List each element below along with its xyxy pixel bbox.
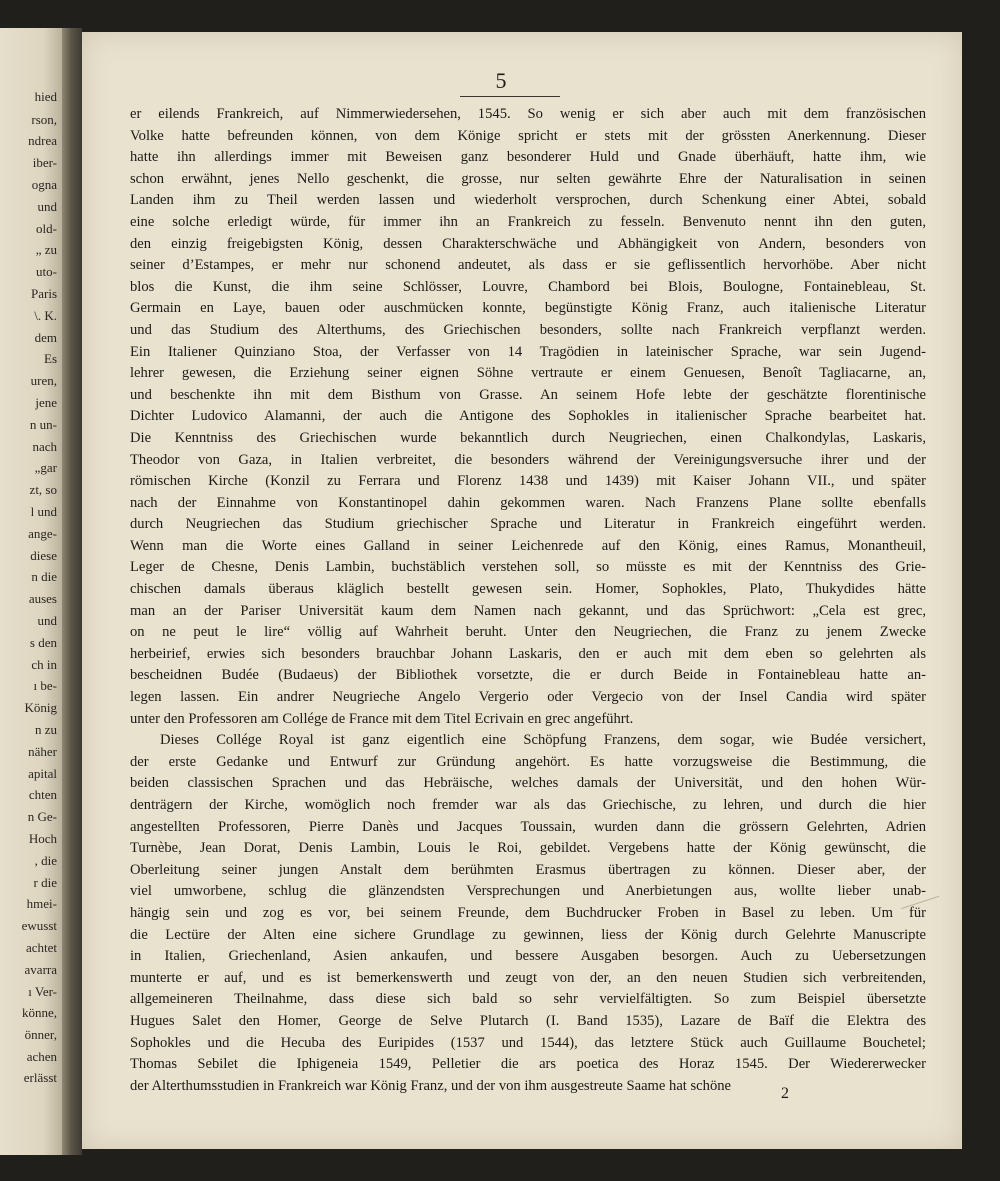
left-page-fragment: chten bbox=[28, 787, 57, 802]
left-page-fragment: Hoch bbox=[28, 831, 57, 846]
text-line: Oberleitung seiner jungen Anstalt dem berühmten Erasmus übertragen zu können. Dieser aber, der bbox=[130, 861, 926, 878]
left-page-fragment: Paris bbox=[31, 286, 57, 301]
text-line: den einzig freigebigsten König, dessen Charakterschwäche und Abhängigkeit von Andern, besonders von bbox=[130, 235, 926, 252]
text-line: chischen damals überaus kläglich bestellt gewesen sein. Homer, Sophokles, Plato, Thukydides hätte bbox=[130, 581, 926, 598]
left-page-fragment: näher bbox=[28, 744, 57, 759]
left-page-fragment: n zu bbox=[34, 722, 57, 737]
left-page-fragment: iber- bbox=[32, 155, 57, 170]
left-page-fragment: ewusst bbox=[21, 918, 57, 933]
text-line: angestellten Professoren, Pierre Danès und Jacques Toussain, wurden dann die grössern Gelehrten, Adrien bbox=[130, 818, 926, 835]
text-line: beiden classischen Sprachen und das Hebräische, welches damals der Universität, und den hohen Wür- bbox=[130, 775, 926, 792]
text-line: legen lassen. Ein andrer Neugrieche Angelo Vergerio oder Vergecio von der Insel Candia wird später bbox=[130, 689, 926, 706]
left-page-fragment: zt, so bbox=[29, 482, 57, 497]
text-line: schon erwähnt, jenes Nello geschenkt, die grosse, nur selten gewährte Ehre der Naturalisation in seinen bbox=[130, 170, 926, 187]
text-line: viel umworbene, schlug die glänzendsten Versprechungen und Anerbietungen aus, wollte lieber unab- bbox=[130, 883, 926, 900]
text-line: er eilends Frankreich, auf Nimmerwiedersehen, 1545. So wenig er sich aber auch mit dem französischen bbox=[130, 106, 926, 122]
left-page-fragment: r die bbox=[33, 875, 57, 890]
left-page-fragment: hied bbox=[34, 89, 57, 104]
left-page-fragment: s den bbox=[29, 635, 57, 650]
left-page-fragment: achtet bbox=[25, 940, 57, 955]
text-line: eine solche erledigt würde, für immer ihn an Frankreich zu fesseln. Benvenuto nennt ihn den guten, bbox=[130, 213, 926, 230]
text-line: durch Neugriechen das Studium griechischer Sprache und Literatur in Frankreich eingeführt werden. bbox=[130, 516, 926, 533]
text-line: der Alterthumsstudien in Frankreich war König Franz, und der von ihm ausgestreute Saame hat schöne bbox=[130, 1077, 732, 1094]
text-line: Turnèbe, Jean Dorat, Denis Lambin, Louis le Roi, gebildet. Vergebens hatte der König gewünscht, die bbox=[130, 840, 926, 857]
left-page-fragment: „ zu bbox=[35, 242, 57, 257]
book-gutter bbox=[62, 28, 82, 1155]
text-line: Hugues Salet den Homer, George de Selve Plutarch (I. Band 1535), Lazare de Baïf die Elektra des bbox=[130, 1012, 926, 1029]
text-line: Theodor von Gaza, in Italien verbreitet, die besonders während der Vereinigungsversuche ihrer und der bbox=[130, 451, 926, 468]
left-page-fragment: n un- bbox=[29, 417, 57, 432]
text-line: Sophokles und die Hecuba des Euripides (1537 und 1544), das letztere Stück auch Guillaume Bouchetel; bbox=[130, 1034, 926, 1051]
text-line: Dieses Collége Royal ist ganz eigentlich eine Schöpfung Franzens, dem sogar, wie Budée versichert, bbox=[160, 732, 926, 749]
left-page-fragment: nach bbox=[32, 439, 57, 454]
text-line: munterte er auf, und es ist bemerkenswerth und zeugt von der, an den neuen Studien sich verbreitenden, bbox=[130, 969, 926, 986]
text-line: in Italien, Griechenland, Asien ankaufen, und bessere Ausgaben besorgen. Auch zu Uebersetzungen bbox=[130, 948, 926, 965]
left-page-fragment: Es bbox=[44, 351, 57, 366]
left-page-fragment: old- bbox=[36, 221, 57, 236]
left-page-fragment: ndrea bbox=[28, 133, 57, 148]
left-page-fragment: „gar bbox=[34, 460, 57, 475]
text-line: hängig sein und zog es vor, bei seinem Freunde, dem Buchdrucker Froben in Basel zu leben. Um für bbox=[130, 904, 926, 921]
book-page bbox=[82, 32, 962, 1149]
text-line: Germain en Laye, bauen oder auschmücken konnte, begünstigte König Franz, auch italienische Literatur bbox=[130, 300, 926, 317]
left-page-fragment: ch in bbox=[31, 657, 57, 672]
text-line: lehrer gewesen, die Erziehung seiner eignen Söhne vertraute er einem Genuesen, Benoît Tagliacarne, an, bbox=[130, 365, 926, 382]
left-page-fragment: erlässt bbox=[23, 1070, 57, 1085]
left-page-fragment: ogna bbox=[31, 177, 57, 192]
left-page-fragment: l und bbox=[30, 504, 57, 519]
text-line: blos die Kunst, die ihm seine Schlösser, Louvre, Chambord bei Blois, Boulogne, Fontainebleau, St. bbox=[130, 278, 926, 295]
left-page-fragment: ı Ver- bbox=[28, 984, 57, 999]
left-page-fragment: dem bbox=[34, 330, 57, 345]
text-line: und beschenkte ihn mit dem Bisthum von Grasse. An seinem Hofe lebte der geschätzte florentinische bbox=[130, 386, 926, 403]
left-page-fragment: könne, bbox=[21, 1005, 57, 1020]
left-page-fragment: und bbox=[37, 613, 57, 628]
left-page-fragment: König bbox=[24, 700, 57, 715]
left-page-fragment: ange- bbox=[28, 526, 57, 541]
left-page-fragment: achen bbox=[26, 1049, 57, 1064]
left-page-fragment: n Ge- bbox=[27, 809, 57, 824]
text-line: römischen Kirche (Konzil zu Ferrara und Florenz 1438 und 1439) mit Kaiser Johann VII., und später bbox=[130, 473, 926, 490]
left-page-fragment: , die bbox=[34, 853, 57, 868]
left-page-fragment: n die bbox=[31, 569, 57, 584]
page-number-rule bbox=[460, 96, 560, 97]
text-line: Thomas Sebilet die Iphigeneia 1549, Pelletier die ars poetica des Horaz 1545. Der Wiedererwecker bbox=[130, 1056, 926, 1073]
text-line: hatte ihn allerdings immer mit Beweisen ganz besonderer Huld und Gnade überhäuft, hatte ihm, wie bbox=[130, 149, 926, 166]
text-line: Ein Italiener Quinziano Stoa, der Verfasser von 14 Tragödien in lateinischer Sprache, war sein Jugend- bbox=[130, 343, 926, 360]
left-page-fragment: önner, bbox=[24, 1027, 57, 1042]
text-line: man an der Pariser Universität kaum dem Namen nach gekannt, und das Sprüchwort: „Cela est grec, bbox=[130, 602, 926, 619]
text-line: Leger de Chesne, Denis Lambin, buchstäblich verstehen soll, so müsste es mit der Kenntniss des Grie- bbox=[130, 559, 926, 576]
text-line: Die Kenntniss des Griechischen wurde bekanntlich durch Neugriechen, einen Chalkondylas, Laskaris, bbox=[130, 429, 926, 446]
left-page-fragment: \. K. bbox=[34, 308, 57, 323]
text-line: on ne peut le lire“ völlig auf Wahrheit beruht. Unter den Neugriechen, die Franz zu jenem Zwecke bbox=[130, 624, 926, 641]
text-line: die Lectüre der Alten eine sichere Grundlage zu gewinnen, liess der König durch Gelehrte Manuscripte bbox=[130, 926, 926, 943]
left-page-fragment: auses bbox=[28, 591, 57, 606]
text-line: Landen ihm zu Theil werden lassen und wiederholt versprochen, durch Schenkung einer Abtei, sobald bbox=[130, 192, 926, 209]
left-page-fragment: uto- bbox=[36, 264, 57, 279]
text-line: unter den Professoren am Collége de France mit dem Titel Ecrivain en grec angeführt. bbox=[130, 710, 634, 727]
text-line: allgemeineren Theilnahme, dass diese sich bald so sehr vervielfältigten. So zum Beispiel übersetzte bbox=[130, 991, 926, 1008]
signature-mark: 2 bbox=[781, 1085, 789, 1102]
left-page-fragment: diese bbox=[30, 548, 57, 563]
text-line: der erste Gedanke und Entwurf zur Gründung angehört. Es hatte vorzugsweise die Bestimmung, die bbox=[130, 753, 926, 770]
text-line: Dichter Ludovico Alamanni, der auch die Antigone des Sophokles in italienischer Sprache bearbeitet hat. bbox=[130, 408, 926, 425]
left-page-fragment: jene bbox=[35, 395, 57, 410]
text-line: bescheidnen Budée (Budaeus) der Bibliothek vorsetzte, die er durch Beide in Fontainebleau hatte an- bbox=[130, 667, 926, 684]
left-page-fragment: uren, bbox=[30, 373, 57, 388]
page-number: 5 bbox=[495, 68, 507, 93]
text-line: seiner d’Estampes, er mehr nur schonend andeutet, als dass er sie geflissentlich hervorhöbe. Aber nicht bbox=[130, 257, 926, 274]
text-line: Wenn man die Worte eines Galland in seiner Leichenrede auf den König, eines Ramus, Monantheuil, bbox=[130, 537, 926, 554]
left-page-fragment: rson, bbox=[31, 112, 57, 127]
left-page-fragment: apital bbox=[28, 766, 57, 781]
left-page-fragment: und bbox=[37, 199, 57, 214]
text-line: herbeirief, erwies sich besonders brauchbar Johann Laskaris, den er auch mit dem eben so gelehrten als bbox=[130, 645, 926, 662]
left-page-margin bbox=[0, 28, 62, 1155]
text-line: denträgern der Kirche, womöglich noch fremder war als das Griechische, zu lehren, und durch die hier bbox=[130, 797, 926, 813]
body-text bbox=[130, 104, 926, 1097]
left-page-fragment: hmei- bbox=[26, 896, 57, 911]
text-line: Volke hatte befreunden können, von dem Könige spricht er stets mit der grössten Anerkennung. Dieser bbox=[130, 127, 926, 144]
text-line: und das Studium des Alterthums, des Griechischen besonders, sollte nach Frankreich verpflanzt werden. bbox=[130, 321, 926, 338]
left-page-fragment: ı be- bbox=[33, 678, 57, 693]
left-page-fragment: avarra bbox=[24, 962, 57, 977]
text-line: nach der Einnahme von Konstantinopel dahin gekommen waren. Nach Franzens Plane sollte ebenfalls bbox=[130, 494, 926, 511]
